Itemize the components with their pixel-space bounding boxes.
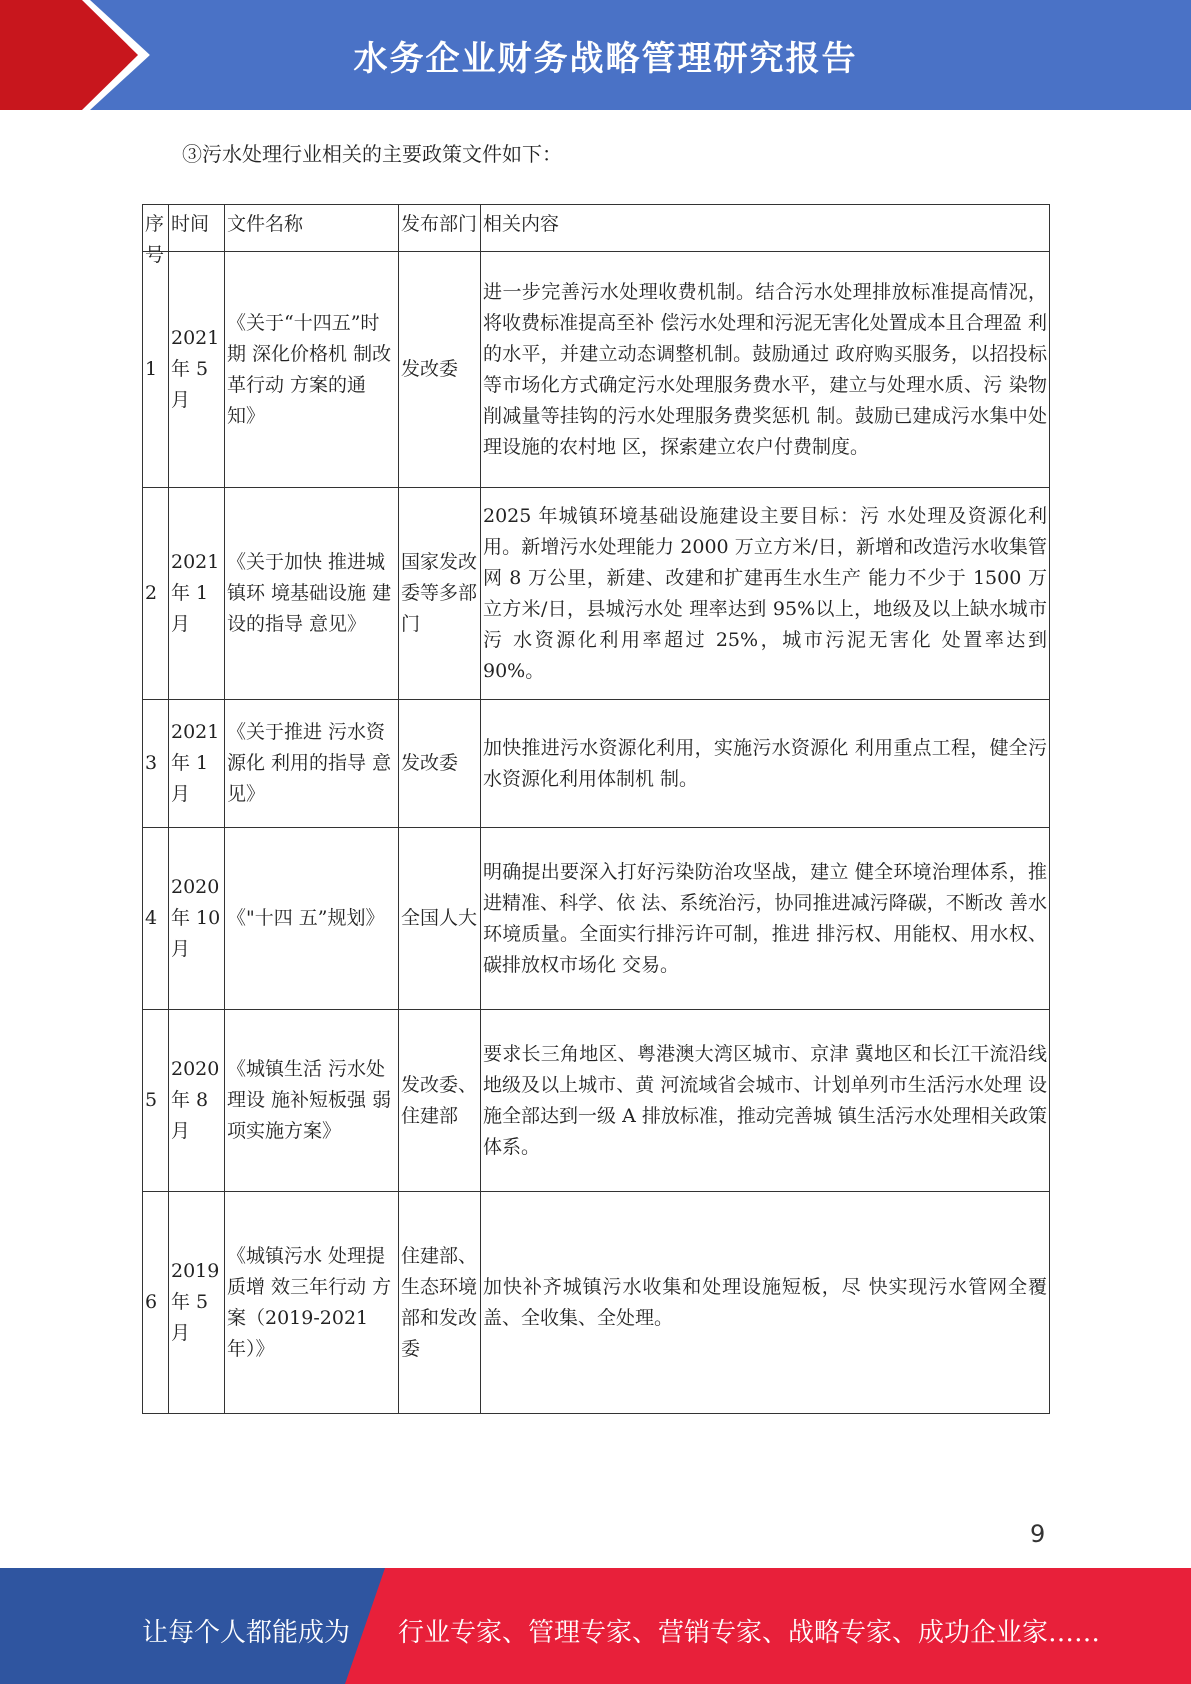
header-banner: [0, 0, 1191, 110]
table-row: [143, 252, 1050, 488]
intro-text: ③污水处理行业相关的主要政策文件如下：: [182, 142, 562, 166]
page-number: 9: [1030, 1520, 1046, 1548]
row-date: 2020 年 8 月: [169, 1010, 225, 1192]
table-row: [143, 700, 1050, 828]
row-issuer: 发改委: [399, 700, 481, 828]
report-title: 水务企业财务战略管理研究报告: [353, 38, 858, 79]
row-date: 2019 年 5 月: [169, 1192, 225, 1414]
row-issuer: 全国人大: [399, 828, 481, 1010]
row-no: 6: [143, 1192, 169, 1414]
row-content: 要求长三角地区、粤港澳大湾区城市、京津 冀地区和长江干流沿线地级及以上城市、黄 河流域省会城市、计划单列市生活污水处理 设施全部达到一级 A 排放标准，推动完善城 镇生活污水处理相关政策体系。: [481, 1010, 1050, 1192]
row-no: 2: [143, 488, 169, 700]
row-no: 5: [143, 1010, 169, 1192]
header-no: 序号: [143, 205, 169, 252]
table-row: [143, 1192, 1050, 1414]
row-no: 1: [143, 252, 169, 488]
row-issuer: 住建部、 生态环境部和发改 委: [399, 1192, 481, 1414]
row-name: 《城镇污水 处理提质增 效三年行动 方案（2019-2021 年）》: [225, 1192, 399, 1414]
footer-slogan-left: 让每个人都能成为: [142, 1618, 351, 1648]
table-row: [143, 1010, 1050, 1192]
header-date: 时间: [169, 205, 225, 252]
policy-table: [142, 204, 1050, 1414]
header-name: 文件名称: [225, 205, 399, 252]
row-content: 2025 年城镇环境基础设施建设主要目标：污 水处理及资源化利用。新增污水处理能力 2000 万立方米/日，新增和改造污水收集管 网 8 万公里，新建、改建和扩建再生水生产 能力不少于 1500 万立方米/日，县城污水处 理率达到 95%以上，地级及以上缺水城市污 水资源化利用率超过 25%，城市污泥无害化 处置率达到 90%。: [481, 488, 1050, 700]
header-red-chevron: [0, 0, 150, 110]
row-name: 《关于加快 推进城镇环 境基础设施 建设的指导 意见》: [225, 488, 399, 700]
row-name: 《关于“十四五”时期 深化价格机 制改革行动 方案的通 知》: [225, 252, 399, 488]
row-issuer: 发改委: [399, 252, 481, 488]
row-issuer: 国家发改 委等多部 门: [399, 488, 481, 700]
row-name: 《城镇生活 污水处理设 施补短板强 弱项实施方案》: [225, 1010, 399, 1192]
row-name: 《关于推进 污水资源化 利用的指导 意见》: [225, 700, 399, 828]
row-date: 2021 年 5 月: [169, 252, 225, 488]
row-name: 《"十四 五”规划》: [225, 828, 399, 1010]
header-issuer: 发布部门: [399, 205, 481, 252]
header-content: 相关内容: [481, 205, 1050, 252]
footer-slogan-right: 行业专家、管理专家、营销专家、战略专家、成功企业家……: [398, 1618, 1101, 1648]
row-content: 进一步完善污水处理收费机制。结合污水处理排放标准提高情况，将收费标准提高至补 偿污水处理和污泥无害化处置成本且合理盈 利的水平，并建立动态调整机制。鼓励通过 政府购买服务，以招投标等市场化方式确定污水处理服务费水平，建立与处理水质、污 染物削减量等挂钩的污水处理服务费奖惩机 制。鼓励已建成污水集中处理设施的农村地 区，探索建立农户付费制度。: [481, 252, 1050, 488]
row-date: 2020 年 10 月: [169, 828, 225, 1010]
table-row: [143, 828, 1050, 1010]
row-date: 2021 年 1 月: [169, 700, 225, 828]
table-row: [143, 488, 1050, 700]
row-content: 加快推进污水资源化利用，实施污水资源化 利用重点工程，健全污水资源化利用体制机 制。: [481, 700, 1050, 828]
row-date: 2021 年 1 月: [169, 488, 225, 700]
row-no: 3: [143, 700, 169, 828]
table-header-row: [143, 205, 1050, 252]
row-issuer: 发改委、 住建部: [399, 1010, 481, 1192]
row-content: 明确提出要深入打好污染防治攻坚战，建立 健全环境治理体系，推进精准、科学、依 法、系统治污，协同推进减污降碳，不断改 善水环境质量。全面实行排污许可制，推进 排污权、用能权、用水权、碳排放权市场化 交易。: [481, 828, 1050, 1010]
row-no: 4: [143, 828, 169, 1010]
row-content: 加快补齐城镇污水收集和处理设施短板，尽 快实现污水管网全覆盖、全收集、全处理。: [481, 1192, 1050, 1414]
